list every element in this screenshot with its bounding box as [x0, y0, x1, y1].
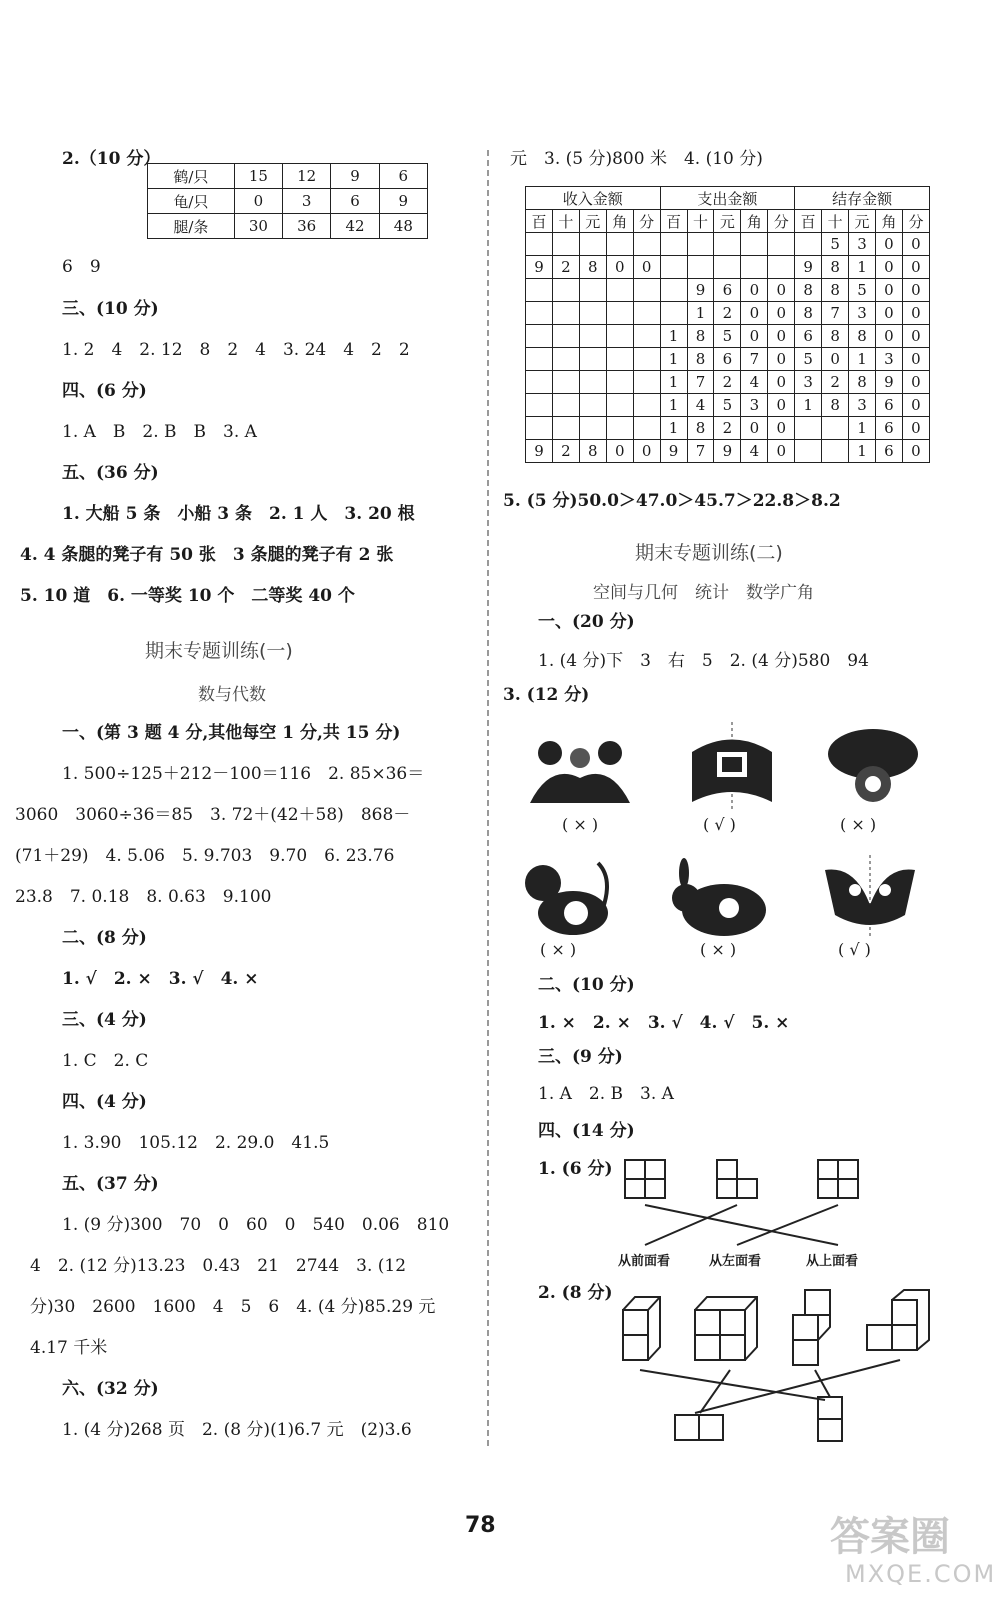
ledger-cell: [552, 233, 579, 256]
column-divider: [487, 150, 489, 1450]
ledger-cell: [660, 302, 687, 325]
ledger-unit-cell: 元: [849, 210, 876, 233]
ledger-cell: [795, 440, 822, 463]
ledger-cell: [579, 325, 606, 348]
animal-table-cell: 0: [234, 189, 282, 214]
ledger-cell: [606, 279, 633, 302]
q41-label: 1. (6 分): [538, 1159, 613, 1179]
q5-line: 5. (5 分)50.0＞47.0＞45.7＞22.8＞8.2: [503, 491, 841, 511]
ledger-cell: 9: [795, 256, 822, 279]
papercut-monkey-image: [518, 858, 613, 938]
ledger-cell: [552, 302, 579, 325]
ledger-cell: [552, 394, 579, 417]
cubes-matching-figure: [615, 1285, 945, 1445]
ledger-cell: [526, 233, 553, 256]
ledger-cell: 0: [902, 394, 929, 417]
ledger-row: [526, 302, 930, 325]
ledger-cell: [579, 371, 606, 394]
ledger-cell: [526, 371, 553, 394]
ledger-cell: [579, 302, 606, 325]
ledger-cell: 0: [606, 256, 633, 279]
ledger-cell: 2: [714, 371, 741, 394]
ledger-cell: 6: [875, 440, 902, 463]
ledger-cell: [552, 348, 579, 371]
answer-line: 4 2. (12 分)13.23 0.43 21 2744 3. (12: [30, 1256, 407, 1276]
watermark-logo: 答案圈: [830, 1514, 950, 1560]
ledger-row: [526, 417, 930, 440]
ledger-cell: 4: [687, 394, 714, 417]
ledger-cell: [526, 325, 553, 348]
ledger-cell: [552, 325, 579, 348]
ledger-cell: 3: [741, 394, 768, 417]
ledger-cell: [526, 394, 553, 417]
answer-line: 四、(6 分): [62, 381, 147, 401]
answer-line: 1. A 2. B 3. A: [538, 1084, 674, 1104]
papercut-rabbit-image: [664, 858, 769, 938]
ledger-cell: 4: [741, 440, 768, 463]
ledger-cell: 9: [526, 440, 553, 463]
ledger-cell: 9: [875, 371, 902, 394]
ledger-cell: 6: [714, 279, 741, 302]
ledger-cell: 1: [849, 256, 876, 279]
ledger-cell: 0: [741, 417, 768, 440]
ledger-unit-cell: 角: [606, 210, 633, 233]
ledger-cell: [526, 279, 553, 302]
ledger-cell: 1: [660, 325, 687, 348]
ledger-cell: 3: [795, 371, 822, 394]
ledger-cell: [606, 348, 633, 371]
ledger-row: [526, 348, 930, 371]
ledger-unit-cell: 十: [552, 210, 579, 233]
ledger-cell: 0: [741, 325, 768, 348]
ledger-cell: 6: [714, 348, 741, 371]
ledger-cell: [606, 302, 633, 325]
ledger-cell: 7: [822, 302, 849, 325]
ledger-cell: 2: [714, 302, 741, 325]
papercut-birds-image: [815, 855, 925, 937]
answer-line: 六、(32 分): [62, 1379, 159, 1399]
ledger-cell: 8: [849, 371, 876, 394]
ledger-cell: [741, 233, 768, 256]
animal-table-cell: 48: [379, 214, 427, 239]
answer-line: 一、(20 分): [538, 612, 635, 632]
ledger-cell: 0: [768, 302, 795, 325]
answer-line: (71＋29) 4. 5.06 5. 9.703 9.70 6. 23.76: [15, 846, 395, 866]
watermark-url: MXQE.COM: [845, 1560, 996, 1588]
ledger-cell: 7: [687, 371, 714, 394]
ledger-cell: 3: [849, 394, 876, 417]
ledger-cell: 0: [768, 348, 795, 371]
ledger-cell: 0: [768, 394, 795, 417]
ledger-unit-cell: 元: [714, 210, 741, 233]
ledger-cell: 0: [902, 302, 929, 325]
section-subtitle-1: 数与代数: [198, 685, 266, 705]
papercut-mark: ( × ): [540, 940, 577, 959]
ledger-cell: [552, 279, 579, 302]
animal-table-cell: 9: [379, 189, 427, 214]
animal-table-cell: 30: [234, 214, 282, 239]
view-label: 从左面看: [709, 1254, 762, 1269]
ledger-cell: 8: [687, 325, 714, 348]
ledger-cell: 0: [822, 348, 849, 371]
ledger-cell: 8: [822, 256, 849, 279]
animal-table-cell: 6: [379, 164, 427, 189]
ledger-cell: 0: [902, 256, 929, 279]
ledger-cell: [579, 233, 606, 256]
ledger-cell: [633, 371, 660, 394]
papercut-mark: ( × ): [700, 940, 737, 959]
papercut-mark: ( √ ): [838, 940, 871, 959]
ledger-cell: [579, 394, 606, 417]
answer-line: 三、(9 分): [538, 1047, 623, 1067]
ledger-cell: 0: [902, 417, 929, 440]
ledger-cell: [633, 233, 660, 256]
answer-line: 三、(10 分): [62, 299, 159, 319]
papercut-flower-image: [818, 724, 928, 810]
ledger-cell: 0: [633, 256, 660, 279]
ledger-header-cell: 支出金额: [660, 187, 795, 210]
ledger-cell: 9: [660, 440, 687, 463]
ledger-cell: [687, 233, 714, 256]
ledger-cell: 6: [875, 394, 902, 417]
ledger-cell: [633, 394, 660, 417]
ledger-cell: [552, 371, 579, 394]
ledger-unit-cell: 角: [741, 210, 768, 233]
q2-label: 2.（10 分）: [62, 149, 161, 169]
answer-line: 1. 大船 5 条 小船 3 条 2. 1 人 3. 20 根: [62, 504, 415, 524]
ledger-cell: 0: [902, 233, 929, 256]
ledger-cell: [633, 325, 660, 348]
ledger-cell: 1: [849, 348, 876, 371]
answer-line: 一、(第 3 题 4 分,其他每空 1 分,共 15 分): [62, 723, 401, 743]
view-label: 从前面看: [618, 1254, 671, 1269]
ledger-table: [525, 186, 930, 463]
ledger-unit-cell: 分: [768, 210, 795, 233]
ledger-cell: 2: [552, 440, 579, 463]
answer-line: 1. (9 分)300 70 0 60 0 540 0.06 810: [62, 1215, 450, 1235]
ledger-cell: 0: [902, 440, 929, 463]
ledger-cell: 1: [660, 371, 687, 394]
animal-table-cell: 12: [283, 164, 331, 189]
papercut-mark: ( √ ): [703, 815, 736, 834]
ledger-cell: 0: [902, 371, 929, 394]
ledger-cell: 6: [875, 417, 902, 440]
ledger-cell: 2: [822, 371, 849, 394]
papercut-boys-image: [520, 728, 640, 808]
ledger-row: [526, 279, 930, 302]
ledger-cell: 8: [795, 302, 822, 325]
ledger-cell: [822, 417, 849, 440]
ledger-cell: [526, 302, 553, 325]
answer-line: 1. A B 2. B B 3. A: [62, 422, 257, 442]
ledger-cell: 8: [687, 348, 714, 371]
ledger-cell: 1: [660, 348, 687, 371]
ledger-cell: [795, 233, 822, 256]
ledger-cell: 9: [526, 256, 553, 279]
papercut-mark: ( × ): [840, 815, 877, 834]
ledger-cell: [741, 256, 768, 279]
ledger-unit-cell: 元: [579, 210, 606, 233]
ledger-cell: 0: [768, 371, 795, 394]
animal-table-row: [148, 189, 428, 214]
ledger-cell: 7: [741, 348, 768, 371]
ledger-cell: 1: [795, 394, 822, 417]
ledger-cell: 0: [875, 302, 902, 325]
answer-line: 四、(14 分): [538, 1121, 635, 1141]
ledger-unit-cell: 百: [660, 210, 687, 233]
animal-table-cell: 3: [283, 189, 331, 214]
answer-line: 1. 500÷125＋212－100＝116 2. 85×36＝: [62, 764, 425, 784]
ledger-header-cell: 收入金额: [526, 187, 661, 210]
ledger-cell: 0: [902, 348, 929, 371]
right-top-line: 元 3. (5 分)800 米 4. (10 分): [510, 149, 763, 169]
ledger-cell: [606, 371, 633, 394]
ledger-cell: 5: [822, 233, 849, 256]
ledger-cell: [579, 348, 606, 371]
ledger-cell: 0: [902, 279, 929, 302]
ledger-cell: 3: [849, 233, 876, 256]
answer-line: 1. (4 分)268 页 2. (8 分)(1)6.7 元 (2)3.6: [62, 1420, 412, 1440]
ledger-cell: [822, 440, 849, 463]
ledger-cell: 0: [633, 440, 660, 463]
ledger-cell: 1: [687, 302, 714, 325]
ledger-cell: [606, 233, 633, 256]
ledger-cell: 0: [768, 325, 795, 348]
ledger-cell: 8: [687, 417, 714, 440]
ledger-cell: 0: [768, 417, 795, 440]
ledger-cell: 0: [875, 233, 902, 256]
ledger-cell: 3: [875, 348, 902, 371]
animal-table-cell: 42: [331, 214, 379, 239]
animal-table-cell: 36: [283, 214, 331, 239]
animal-table: [147, 163, 428, 239]
ledger-cell: 1: [849, 440, 876, 463]
ledger-unit-cell: 角: [875, 210, 902, 233]
ledger-cell: 7: [687, 440, 714, 463]
answer-line: 1. √ 2. × 3. √ 4. ×: [62, 969, 259, 989]
ledger-row: [526, 325, 930, 348]
animal-table-cell: 鹤/只: [148, 164, 235, 189]
ledger-cell: 0: [606, 440, 633, 463]
ledger-cell: 0: [902, 325, 929, 348]
ledger-cell: 0: [875, 256, 902, 279]
ledger-cell: [633, 302, 660, 325]
ledger-cell: [768, 233, 795, 256]
ledger-cell: [579, 279, 606, 302]
ledger-cell: 0: [768, 279, 795, 302]
animal-table-cell: 腿/条: [148, 214, 235, 239]
answer-line: 3. (12 分): [503, 685, 590, 705]
ledger-cell: 1: [660, 394, 687, 417]
section-subtitle-2: 空间与几何 统计 数学广角: [593, 583, 814, 603]
ledger-cell: 0: [875, 325, 902, 348]
ledger-cell: [552, 417, 579, 440]
ledger-cell: 8: [579, 440, 606, 463]
answer-line: 1. (4 分)下 3 右 5 2. (4 分)580 94: [538, 651, 869, 671]
ledger-cell: 6: [795, 325, 822, 348]
ledger-cell: [633, 279, 660, 302]
view-label: 从上面看: [806, 1254, 859, 1269]
papercut-double-happiness-image: [682, 722, 782, 810]
answer-line: 1. 2 4 2. 12 8 2 4 3. 24 4 2 2: [62, 340, 410, 360]
ledger-cell: 4: [741, 371, 768, 394]
ledger-cell: [606, 417, 633, 440]
answer-line: 4.17 千米: [30, 1338, 108, 1358]
answer-line: 五、(36 分): [62, 463, 159, 483]
ledger-cell: [660, 279, 687, 302]
animal-table-cell: 龟/只: [148, 189, 235, 214]
answer-line: 6 9: [62, 257, 101, 277]
answer-line: 4. 4 条腿的凳子有 50 张 3 条腿的凳子有 2 张: [20, 545, 394, 565]
ledger-cell: 8: [822, 279, 849, 302]
answer-line: 23.8 7. 0.18 8. 0.63 9.100: [15, 887, 272, 907]
answer-line: 四、(4 分): [62, 1092, 147, 1112]
ledger-cell: [795, 417, 822, 440]
ledger-header-cell: 结存金额: [795, 187, 930, 210]
ledger-unit-cell: 十: [822, 210, 849, 233]
ledger-cell: [526, 417, 553, 440]
ledger-cell: 8: [849, 325, 876, 348]
ledger-cell: 5: [795, 348, 822, 371]
ledger-cell: 9: [687, 279, 714, 302]
answer-line: 二、(8 分): [62, 928, 147, 948]
papercut-mark: ( × ): [562, 815, 599, 834]
ledger-cell: [526, 348, 553, 371]
views-matching-figure: [610, 1150, 880, 1260]
page-number: 78: [465, 1513, 496, 1538]
ledger-cell: 0: [875, 279, 902, 302]
ledger-cell: [768, 256, 795, 279]
animal-table-row: [148, 214, 428, 239]
ledger-cell: 0: [741, 302, 768, 325]
ledger-cell: 0: [768, 440, 795, 463]
ledger-cell: [579, 417, 606, 440]
ledger-cell: 5: [714, 394, 741, 417]
answer-line: 5. 10 道 6. 一等奖 10 个 二等奖 40 个: [20, 586, 355, 606]
answer-line: 1. C 2. C: [62, 1051, 149, 1071]
ledger-unit-cell: 百: [526, 210, 553, 233]
animal-table-cell: 9: [331, 164, 379, 189]
ledger-cell: 9: [714, 440, 741, 463]
ledger-cell: 8: [795, 279, 822, 302]
ledger-unit-cell: 分: [633, 210, 660, 233]
ledger-cell: [687, 256, 714, 279]
ledger-cell: 8: [822, 394, 849, 417]
ledger-cell: 8: [822, 325, 849, 348]
ledger-cell: 3: [849, 302, 876, 325]
animal-table-cell: 6: [331, 189, 379, 214]
answer-line: 分)30 2600 1600 4 5 6 4. (4 分)85.29 元: [30, 1297, 436, 1317]
answer-line: 1. 3.90 105.12 2. 29.0 41.5: [62, 1133, 330, 1153]
ledger-cell: [606, 394, 633, 417]
animal-table-cell: 15: [234, 164, 282, 189]
ledger-cell: 0: [741, 279, 768, 302]
ledger-cell: [660, 256, 687, 279]
ledger-cell: 2: [714, 417, 741, 440]
ledger-cell: [633, 417, 660, 440]
section-title-1: 期末专题训练(一): [145, 640, 293, 662]
ledger-unit-cell: 分: [902, 210, 929, 233]
ledger-cell: 8: [579, 256, 606, 279]
ledger-cell: [660, 233, 687, 256]
ledger-cell: [714, 233, 741, 256]
answer-line: 二、(10 分): [538, 975, 635, 995]
ledger-cell: 2: [552, 256, 579, 279]
answer-line: 三、(4 分): [62, 1010, 147, 1030]
ledger-cell: 5: [849, 279, 876, 302]
ledger-row: [526, 233, 930, 256]
answer-line: 3060 3060÷36＝85 3. 72＋(42＋58) 868－: [15, 805, 411, 825]
q42-label: 2. (8 分): [538, 1283, 613, 1303]
ledger-row: [526, 394, 930, 417]
ledger-cell: [633, 348, 660, 371]
ledger-row: [526, 440, 930, 463]
ledger-row: [526, 371, 930, 394]
ledger-unit-cell: 十: [687, 210, 714, 233]
section-title-2: 期末专题训练(二): [635, 542, 783, 564]
answer-line: 五、(37 分): [62, 1174, 159, 1194]
ledger-cell: 5: [714, 325, 741, 348]
ledger-cell: 1: [660, 417, 687, 440]
ledger-row: [526, 256, 930, 279]
ledger-unit-cell: 百: [795, 210, 822, 233]
animal-table-row: [148, 164, 428, 189]
answer-line: 1. × 2. × 3. √ 4. √ 5. ×: [538, 1013, 790, 1033]
ledger-cell: 1: [849, 417, 876, 440]
ledger-cell: [714, 256, 741, 279]
ledger-cell: [606, 325, 633, 348]
